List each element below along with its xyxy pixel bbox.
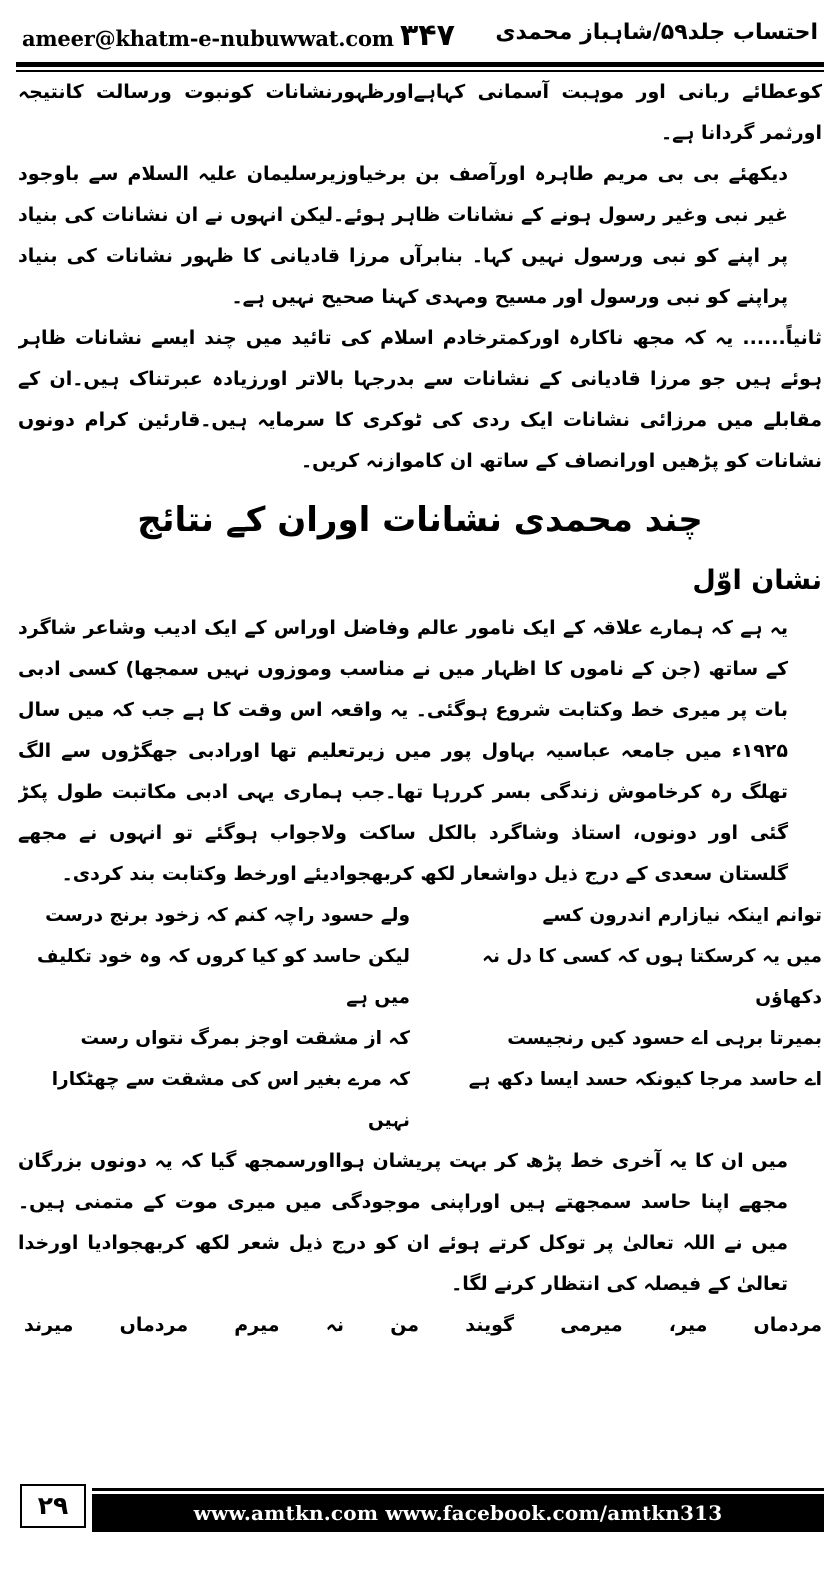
footer-rule [92, 1488, 824, 1491]
final-verse-word: میرمی [560, 1314, 623, 1336]
footer-links: www.amtkn.com www.facebook.com/amtkn313 www.emaktaba.info [92, 1494, 824, 1532]
verse-line: کہ مرے بغیر اس کی مشقت سے چھٹکارا نہیں [51, 1069, 410, 1131]
verse-row [18, 1059, 822, 1141]
paragraph-4: یہ ہے کہ ہمارے علاقہ کے ایک نامور عالم وفاضل اوراس کے ایک ادیب وشاعر شاگرد کے ساتھ (جن کے ناموں کا اظہار میں نے مناسب وموزوں نہیں سمجھا) کسی ادبی بات پر میری خط وکتابت شروع ہوگئی۔ یہ واقعہ اس وقت کا ہے جب کہ میں سال ۱۹۲۵ء میں جامعہ عباسیہ بہاول پور میں زیرتعلیم تھا اورادبی جھگڑوں سے الگ تھلگ رہ کرخاموش زندگی بسر کررہا تھا۔جب ہماری یہی ادبی مکاتبت طول پکڑ گئی اور دونوں، استاذ وشاگرد بالکل ساکت ولاجواب ہوگئے تو انہوں نے مجھے گلستان سعدی کے درج ذیل دواشعار لکھ کربھجوادیئے اورخط وکتابت بند کردی۔ [18, 617, 788, 885]
header-page-number: ۳۴۷ [400, 18, 455, 53]
final-verse-word: میرند [24, 1314, 74, 1336]
final-verse-word: من [390, 1314, 420, 1336]
page-header [14, 18, 826, 62]
verse-line: کہ از مشقت اوجز بمرگ نتواں رست [80, 1028, 410, 1049]
verse-line: اے حاسد مرجا کیونکہ حسد ایسا دکھ ہے [468, 1069, 822, 1090]
section-heading: چند محمدی نشانات اوران کے نتائج [137, 500, 703, 540]
final-verse-word: میر، [668, 1314, 708, 1336]
header-rule-thick [16, 62, 824, 67]
verse-line: ولے حسود راچہ کنم کہ زخود برنج درست [45, 905, 410, 926]
verse-line: لیکن حاسد کو کیا کروں کہ وہ خود تکلیف میں ہے [37, 946, 410, 1008]
header-book-title: احتساب جلد۵۹/شاہباز محمدی [495, 20, 818, 45]
final-verse [18, 1305, 822, 1346]
verse-line: بمیرتا برہی اے حسود کیں رنجیست [507, 1028, 822, 1049]
final-verse-word: مردماں [753, 1314, 822, 1336]
verse-row [18, 936, 822, 1018]
verse-table [18, 895, 822, 1141]
final-verse-word: مردماں [119, 1314, 189, 1336]
verse-row [18, 1018, 822, 1059]
final-verse-word: گویند [465, 1314, 515, 1336]
verse-row [18, 895, 822, 936]
verse-line: توانم اینکہ نیازارم اندرون کسے [542, 905, 822, 926]
paragraph-3: ثانیاً...... یہ کہ مجھ ناکارہ اورکمترخادم اسلام کی تائید میں چند ایسے نشانات ظاہر ہوئے ہیں جو مرزا قادیانی کے نشانات سے بدرجہا بالاتر اورزیادہ عبرتناک ہیں۔ان کے مقابلے میں مرزائی نشانات ایک ردی کی ٹوکری کا سرمایہ ہیں۔قارئین کرام دونوں نشانات کو پڑھیں اورانصاف کے ساتھ ان کاموازنہ کریں۔ [18, 327, 822, 472]
footer-page-number: ۲۹ [20, 1484, 86, 1528]
paragraph-1: کوعطائے ربانی اور موہبت آسمانی کہاہےاورظہورنشانات کونبوت ورسالت کانتیجہ اورثمر گردانا ہے۔ [18, 81, 822, 144]
final-verse-word: نہ [325, 1314, 345, 1336]
section-subheading: نشان اوّل [692, 565, 822, 596]
paragraph-5: میں ان کا یہ آخری خط پڑھ کر بہت پریشان ہوااورسمجھ گیا کہ یہ دونوں بزرگان مجھے اپنا حاسد سمجھتے ہیں اوراپنی موجودگی میں میری موت کے متمنی ہیں۔ میں نے اللہ تعالیٰ پر توکل کرتے ہوئے ان کو درج ذیل شعر لکھ کربھجوادیا اورخدا تعالیٰ کے فیصلہ کی انتظار کرنے لگا۔ [18, 1150, 788, 1295]
header-email: ameer@khatm-e-nubuwwat.com [22, 26, 394, 51]
paragraph-2: دیکھئے بی بی مریم طاہرہ اورآصف بن برخیاوزیرسلیمان علیہ السلام سے باوجود غیر نبی وغیر رسول ہونے کے نشانات ظاہر ہوئے۔لیکن انہوں نے ان نشانات کی بنیاد پر اپنے کو نبی ورسول نہیں کہا۔ بنابرآں مرزا قادیانی کا ظہور نشانات کی بنیاد پراپنے کو نبی ورسول اور مسیح ومہدی کہنا صحیح نہیں ہے۔ [18, 163, 788, 308]
final-verse-word: میرم [234, 1314, 280, 1336]
page-body [18, 72, 822, 1470]
verse-line: میں یہ کرسکتا ہوں کہ کسی کا دل نہ دکھاؤں [482, 946, 822, 1008]
